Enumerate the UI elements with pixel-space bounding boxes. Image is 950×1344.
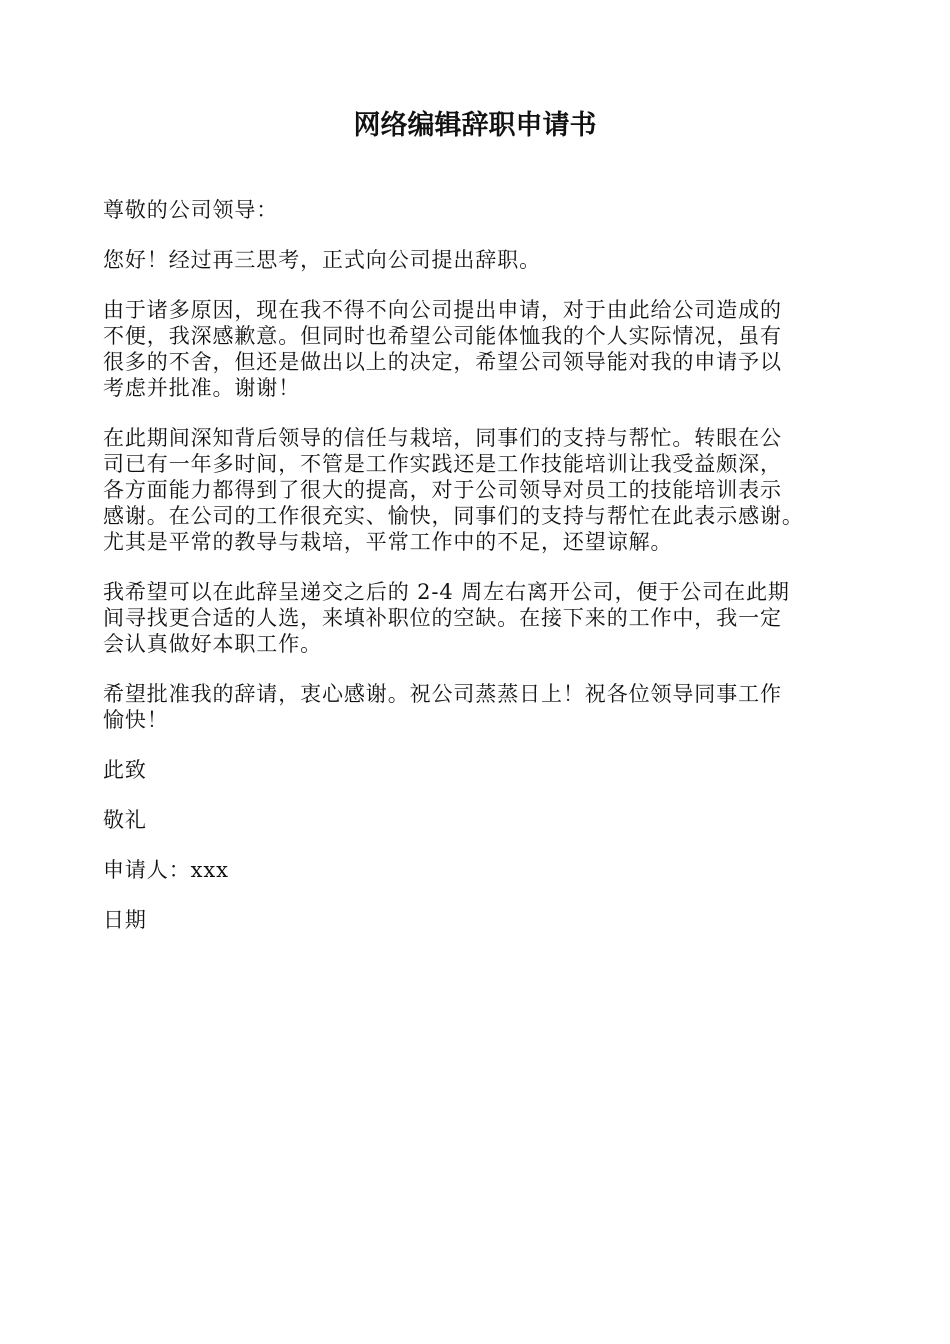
- salutation: 尊敬的公司领导：: [103, 198, 279, 222]
- text-line: 在此期间深知背后领导的信任与栽培，同事们的支持与帮忙。转眼在公: [103, 426, 782, 450]
- paragraph-wishes: [103, 681, 873, 733]
- greeting: 您好！经过再三思考，正式向公司提出辞职。: [103, 248, 541, 272]
- document-title: 网络编辑辞职申请书: [353, 110, 597, 141]
- text-line: 尤其是平常的教导与栽培，平常工作中的不足，还望谅解。: [103, 530, 673, 554]
- text-line: 考虑并批准。谢谢！: [103, 376, 301, 400]
- closing-line-2: 敬礼: [103, 808, 147, 832]
- paragraph-reason: [103, 297, 873, 401]
- text-line: 司已有一年多时间，不管是工作实践还是工作技能培训让我受益颇深，: [103, 452, 782, 476]
- letter-body: [103, 197, 873, 957]
- paragraph-thanks: [103, 425, 873, 555]
- text-line: 会认真做好本职工作。: [103, 632, 322, 656]
- applicant-signature: 申请人：xxx: [103, 858, 229, 882]
- text-line: 很多的不舍，但还是做出以上的决定，希望公司领导能对我的申请予以: [103, 350, 782, 374]
- text-line: 感谢。在公司的工作很充实、愉快，同事们的支持与帮忙在此表示感谢。: [103, 504, 804, 528]
- paragraph-departure: [103, 579, 873, 657]
- date-label: 日期: [103, 908, 147, 932]
- closing-line-1: 此致: [103, 758, 147, 782]
- text-line: 由于诸多原因，现在我不得不向公司提出申请，对于由此给公司造成的: [103, 298, 782, 322]
- text-line: 我希望可以在此辞呈递交之后的 2-4 周左右离开公司，便于公司在此期: [103, 580, 790, 604]
- text-line: 各方面能力都得到了很大的提高，对于公司领导对员工的技能培训表示: [103, 478, 782, 502]
- text-line: 希望批准我的辞请，衷心感谢。祝公司蒸蒸日上！祝各位领导同事工作: [103, 682, 782, 706]
- text-line: 间寻找更合适的人选，来填补职位的空缺。在接下来的工作中，我一定: [103, 606, 782, 630]
- text-line: 愉快！: [103, 708, 169, 732]
- text-line: 不便，我深感歉意。但同时也希望公司能体恤我的个人实际情况，虽有: [103, 324, 782, 348]
